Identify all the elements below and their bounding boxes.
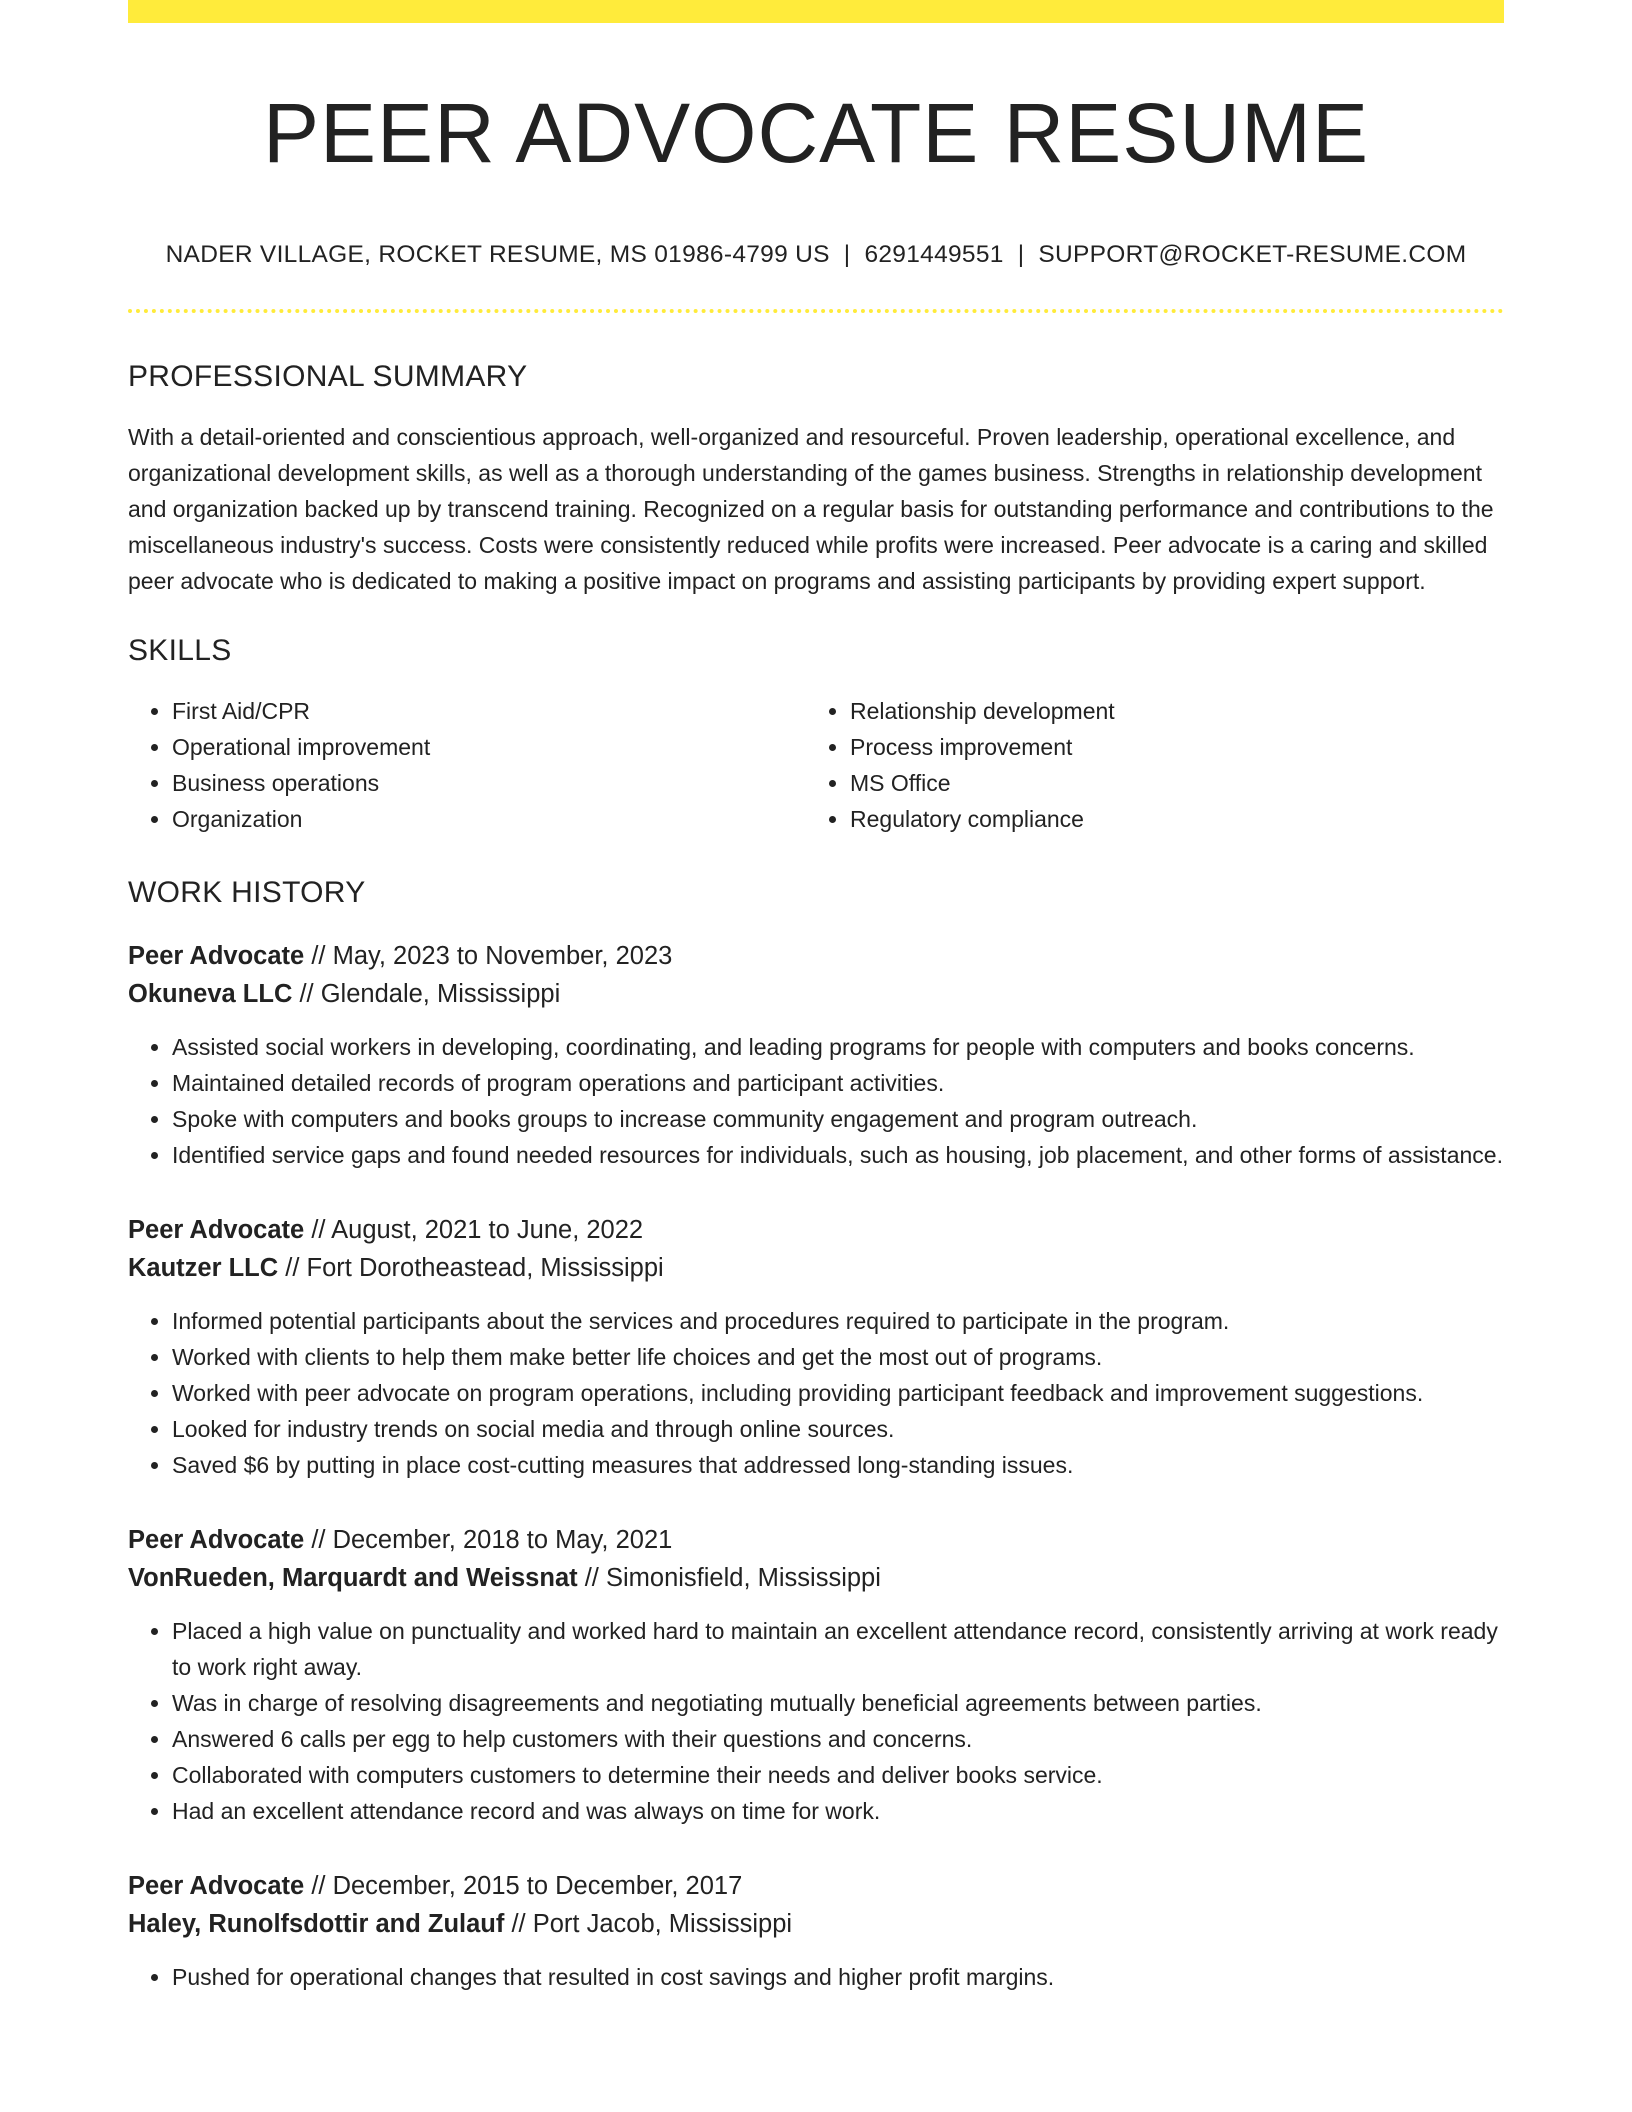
job-bullet: • Worked with peer advocate on program operations, including providing participant feedback and improvement suggestions.: [172, 1375, 1504, 1411]
resume-title: PEER ADVOCATE RESUME: [262, 86, 1369, 180]
job-company-line: [128, 1249, 1504, 1287]
header-divider: [128, 309, 1504, 313]
job-title: Peer Advocate: [128, 1872, 305, 1900]
job-bullet: • Collaborated with computers customers to determine their needs and deliver books service.: [172, 1757, 1504, 1793]
skills-list: [128, 693, 1504, 837]
job-bullet: • Placed a high value on punctuality and worked hard to maintain an excellent attendance record, consistently arriving at work ready to work right away.: [172, 1613, 1504, 1685]
skill-item: • Process improvement: [850, 729, 1484, 765]
job-location: // Glendale, Mississippi: [299, 980, 561, 1008]
skill-item: • Operational improvement: [172, 729, 806, 765]
job-dates: // May, 2023 to November, 2023: [311, 942, 673, 970]
job-title-line: [128, 937, 1504, 975]
job-location: // Simonisfield, Mississippi: [584, 1564, 881, 1592]
job-bullet: • Assisted social workers in developing, coordinating, and leading programs for people with computers and books concerns.: [172, 1029, 1504, 1065]
skill-item: • MS Office: [850, 765, 1484, 801]
summary-heading: PROFESSIONAL SUMMARY: [128, 360, 528, 393]
job-title-line: [128, 1867, 1504, 1905]
contact-phone[interactable]: 6291449551: [864, 241, 1004, 268]
job-bullet: • Answered 6 calls per egg to help customers with their questions and concerns.: [172, 1721, 1504, 1757]
skills-column-right: [806, 693, 1484, 837]
skill-item: • Organization: [172, 801, 806, 837]
job-dates: // December, 2015 to December, 2017: [311, 1872, 743, 1900]
job-title-line: [128, 1211, 1504, 1249]
job-title-line: [128, 1521, 1504, 1559]
skill-item: • First Aid/CPR: [172, 693, 806, 729]
job-title: Peer Advocate: [128, 942, 305, 970]
job-bullet: • Spoke with computers and books groups to increase community engagement and program outreach.: [172, 1101, 1504, 1137]
job-bullets: [128, 1029, 1504, 1173]
contact-email[interactable]: SUPPORT@ROCKET-RESUME.COM: [1038, 241, 1467, 268]
summary-text: With a detail-oriented and conscientious approach, well-organized and resourceful. Proven leadership, operational excellence, and organizational development skills, as well as a thorough understanding of the games business. Strengths in relationship development and organization backed up by transcend training. Recognized on a regular basis for outstanding performance and contributions to the miscellaneous industry's success. Costs were consistently reduced while profits were increased. Peer advocate is a caring and skilled peer advocate who is dedicated to making a positive impact on programs and assisting participants by providing expert support.: [128, 424, 1494, 594]
job-company-line: [128, 975, 1504, 1013]
job-dates: // December, 2018 to May, 2021: [311, 1526, 673, 1554]
contact-separator: |: [1017, 241, 1025, 268]
work-history-heading: WORK HISTORY: [128, 876, 366, 909]
job-bullet: • Informed potential participants about the services and procedures required to participate in the program.: [172, 1303, 1504, 1339]
top-accent-bar: [128, 0, 1504, 23]
job-company: Kautzer LLC: [128, 1254, 279, 1282]
job-dates: // August, 2021 to June, 2022: [311, 1216, 644, 1244]
job-title: Peer Advocate: [128, 1526, 305, 1554]
job-bullet: • Pushed for operational changes that resulted in cost savings and higher profit margins.: [172, 1959, 1504, 1995]
job-entry: [128, 937, 1504, 1173]
job-bullets: [128, 1959, 1504, 1995]
job-company: VonRueden, Marquardt and Weissnat: [128, 1564, 578, 1592]
job-location: // Fort Dorotheastead, Mississippi: [285, 1254, 664, 1282]
job-bullet: • Looked for industry trends on social media and through online sources.: [172, 1411, 1504, 1447]
skill-item: • Relationship development: [850, 693, 1484, 729]
job-bullet: • Was in charge of resolving disagreements and negotiating mutually beneficial agreements between parties.: [172, 1685, 1504, 1721]
skills-heading: SKILLS: [128, 634, 232, 667]
job-bullet: • Had an excellent attendance record and was always on time for work.: [172, 1793, 1504, 1829]
job-company: Okuneva LLC: [128, 980, 293, 1008]
job-entry: [128, 1867, 1504, 1995]
job-company-line: [128, 1905, 1504, 1943]
contact-address: NADER VILLAGE, ROCKET RESUME, MS 01986-4799 US: [165, 241, 830, 268]
job-title: Peer Advocate: [128, 1216, 305, 1244]
job-bullet: • Maintained detailed records of program operations and participant activities.: [172, 1065, 1504, 1101]
resume-page: [128, 0, 1504, 1995]
skill-item: • Regulatory compliance: [850, 801, 1484, 837]
job-bullet: • Identified service gaps and found needed resources for individuals, such as housing, job placement, and other forms of assistance.: [172, 1137, 1504, 1173]
job-bullet: • Saved $6 by putting in place cost-cutting measures that addressed long-standing issues.: [172, 1447, 1504, 1483]
job-bullets: [128, 1613, 1504, 1829]
job-entry: [128, 1211, 1504, 1483]
contact-line: [128, 239, 1504, 271]
skills-column-left: [128, 693, 806, 837]
job-company: Haley, Runolfsdottir and Zulauf: [128, 1910, 505, 1938]
job-bullets: [128, 1303, 1504, 1483]
skill-item: • Business operations: [172, 765, 806, 801]
job-location: // Port Jacob, Mississippi: [511, 1910, 793, 1938]
job-entry: [128, 1521, 1504, 1829]
job-bullet: • Worked with clients to help them make better life choices and get the most out of programs.: [172, 1339, 1504, 1375]
job-company-line: [128, 1559, 1504, 1597]
contact-separator: |: [843, 241, 851, 268]
